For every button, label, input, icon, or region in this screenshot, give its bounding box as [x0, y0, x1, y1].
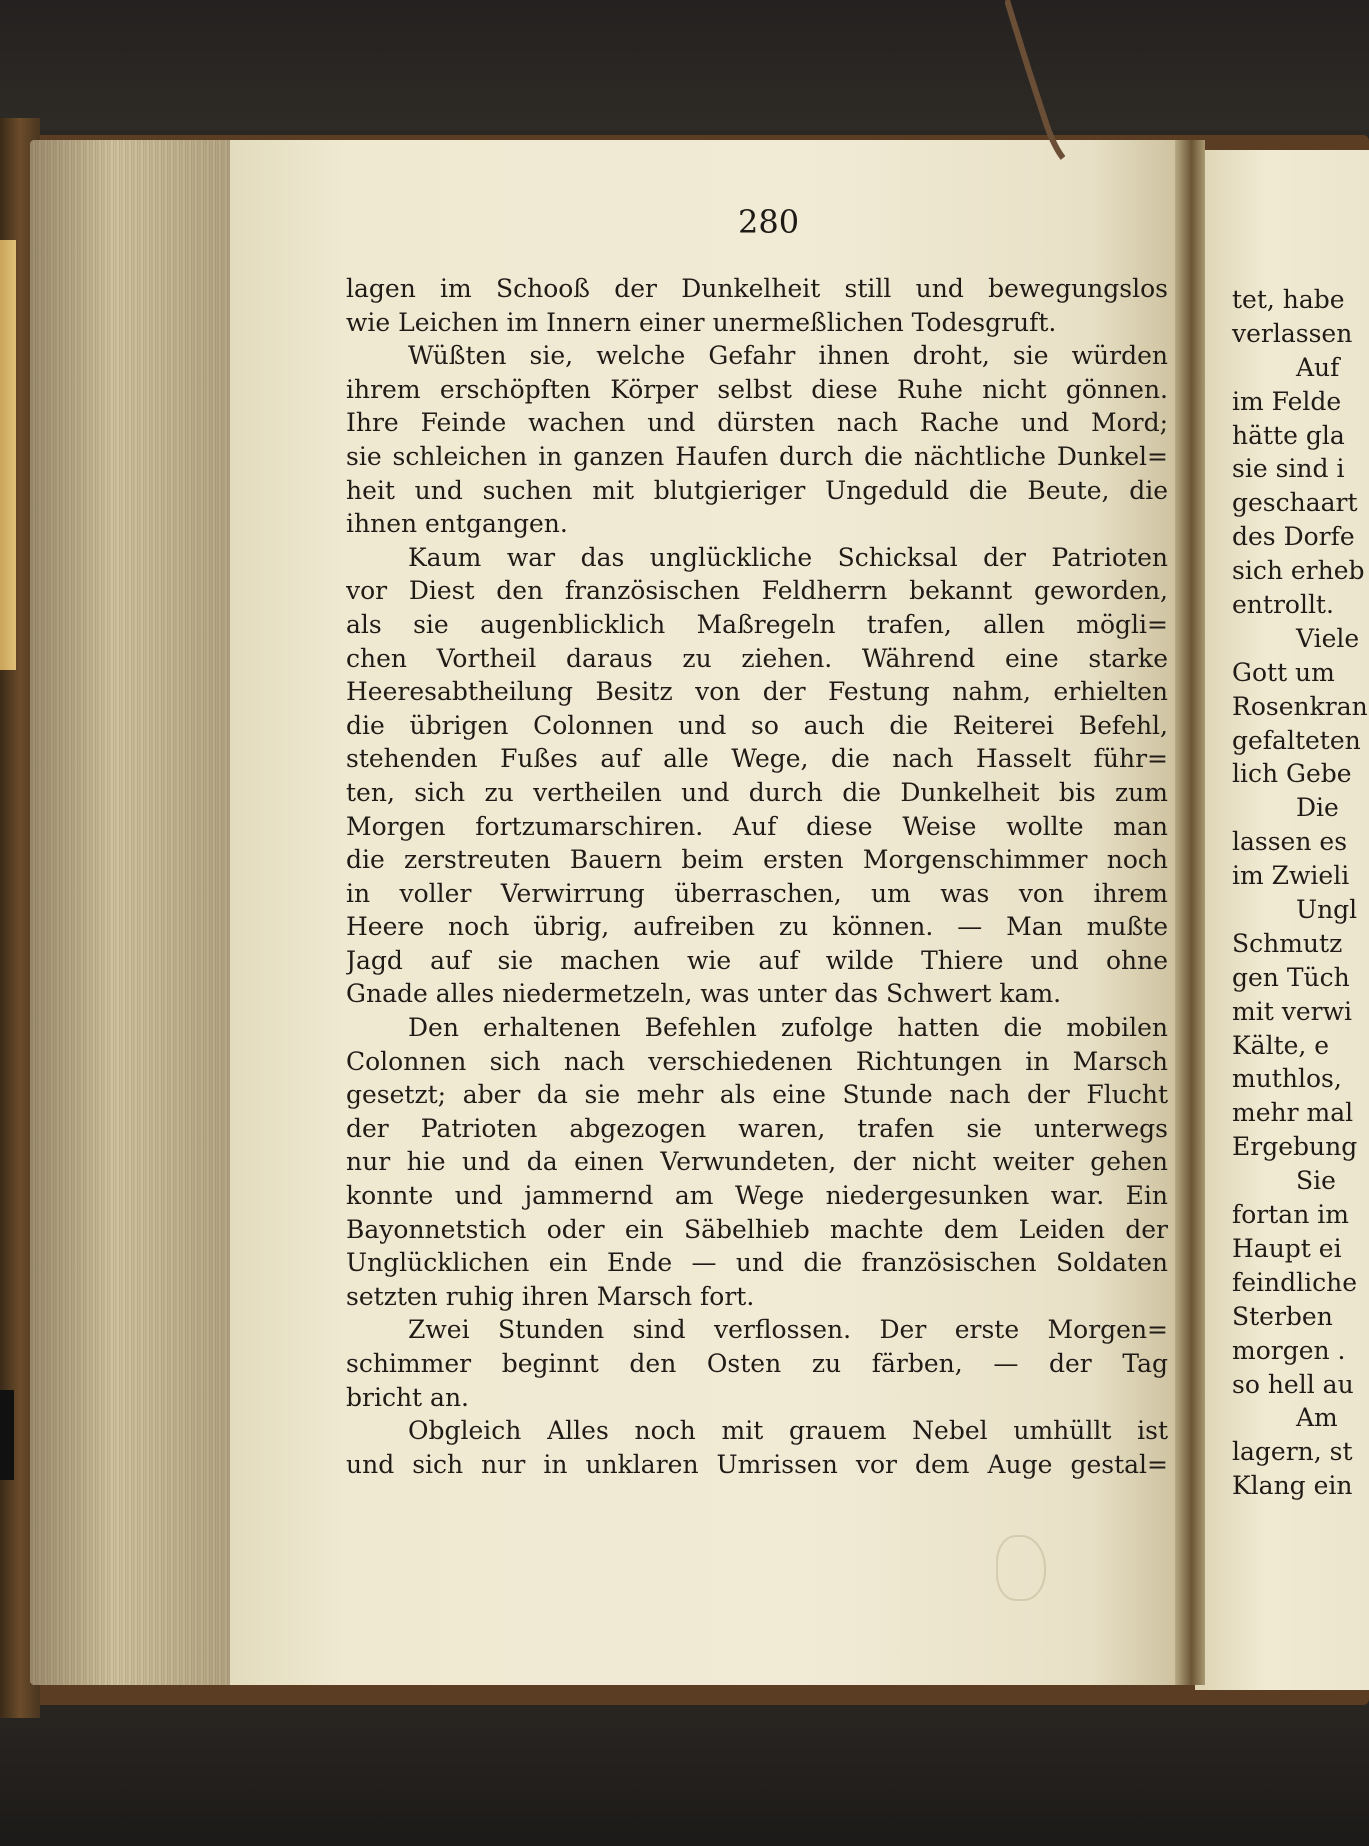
text-line: Ergebung	[1232, 1132, 1358, 1162]
text-line: Jagd auf sie machen wie auf wilde Thiere und ohne	[346, 945, 1168, 975]
text-line: lich Gebe	[1232, 759, 1352, 789]
text-line: nur hie und da einen Verwundeten, der nicht weiter gehen	[346, 1147, 1168, 1177]
book-gutter	[1175, 140, 1205, 1685]
text-line: im Felde	[1232, 386, 1342, 416]
text-line: Wüßten sie, welche Gefahr ihnen droht, sie würden	[408, 341, 1168, 371]
bookmark-ribbon	[1005, 0, 1065, 160]
text-line: Sterben	[1232, 1301, 1333, 1331]
text-line: verlassen	[1232, 318, 1353, 348]
text-line: lagern, st	[1232, 1437, 1353, 1467]
text-line: sich erheb	[1232, 556, 1365, 586]
right-page-text	[1232, 283, 1369, 1503]
text-line: in voller Verwirrung überraschen, um was von ihrem	[346, 878, 1168, 908]
text-line: Unglücklichen ein Ende — und die französischen Soldaten	[346, 1248, 1168, 1278]
text-line: Rosenkran	[1232, 691, 1368, 721]
text-line: gen Tüch	[1232, 962, 1350, 992]
page-edges-shade	[30, 140, 240, 1685]
text-line: Heere noch übrig, aufreiben zu können. — Man mußte	[346, 912, 1168, 942]
text-line: Den erhaltenen Befehlen zufolge hatten die mobilen	[408, 1013, 1168, 1043]
cover-dark-patch	[0, 1390, 14, 1480]
text-line: Viele	[1296, 623, 1360, 653]
text-line: die übrigen Colonnen und so auch die Reiterei Befehl,	[346, 710, 1168, 740]
text-line: mit verwi	[1232, 996, 1352, 1026]
background-bottom	[0, 1700, 1369, 1846]
text-line: konnte und jammernd am Wege niedergesunken war. Ein	[346, 1181, 1168, 1211]
text-line: Ihre Feinde wachen und dürsten nach Rache und Mord;	[346, 408, 1168, 438]
text-line: und sich nur in unklaren Umrissen vor dem Auge gestal=	[346, 1449, 1168, 1479]
text-line: im Zwieli	[1232, 861, 1350, 891]
text-line: Obgleich Alles noch mit grauem Nebel umhüllt ist	[408, 1416, 1168, 1446]
text-line: sie schleichen in ganzen Haufen durch die nächtliche Dunkel=	[346, 441, 1168, 471]
paper-stain	[996, 1535, 1046, 1601]
text-line: lassen es	[1232, 827, 1348, 857]
text-line: hätte gla	[1232, 420, 1345, 450]
text-line: Klang ein	[1232, 1471, 1353, 1501]
text-line: heit und suchen mit blutgieriger Ungeduld die Beute, die	[346, 475, 1168, 505]
text-line: Auf	[1296, 352, 1340, 382]
background-top	[0, 0, 1369, 130]
text-line: Morgen fortzumarschiren. Auf diese Weise wollte man	[346, 811, 1168, 841]
text-line: Ungl	[1296, 895, 1358, 925]
text-line: feindliche	[1232, 1267, 1358, 1297]
text-line: entrollt.	[1232, 590, 1334, 620]
text-line: Die	[1296, 793, 1339, 823]
text-line: gesetzt; aber da sie mehr als eine Stunde nach der Flucht	[346, 1080, 1168, 1110]
text-line: der Patrioten abgezogen waren, trafen sie unterwegs	[346, 1113, 1168, 1143]
text-line: so hell au	[1232, 1369, 1354, 1399]
text-line: ihrem erschöpften Körper selbst diese Ruhe nicht gönnen.	[346, 374, 1168, 404]
text-line: stehenden Fußes auf alle Wege, die nach Hasselt führ=	[346, 744, 1168, 774]
left-page-text	[346, 272, 1168, 1481]
text-line: Bayonnetstich oder ein Säbelhieb machte dem Leiden der	[346, 1214, 1168, 1244]
text-line: Sie	[1296, 1166, 1336, 1196]
text-line: mehr mal	[1232, 1098, 1354, 1128]
text-line: tet, habe	[1232, 285, 1345, 314]
text-line: Colonnen sich nach verschiedenen Richtungen in Marsch	[346, 1046, 1168, 1076]
page-number: 280	[738, 203, 800, 241]
text-line: wie Leichen im Innern einer unermeßlichen Todesgruft.	[346, 307, 1057, 337]
text-line: Schmutz	[1232, 928, 1343, 958]
text-line: ihnen entgangen.	[346, 509, 568, 539]
text-line: fortan im	[1232, 1200, 1349, 1230]
text-line: Gnade alles niedermetzeln, was unter das Schwert kam.	[346, 979, 1062, 1009]
text-line: gefalteten	[1232, 725, 1361, 755]
text-line: Kälte, e	[1232, 1030, 1330, 1060]
text-line: Zwei Stunden sind verflossen. Der erste Morgen=	[408, 1315, 1168, 1345]
text-line: Am	[1296, 1403, 1338, 1433]
text-line: setzten ruhig ihren Marsch fort.	[346, 1281, 755, 1311]
text-line: lagen im Schooß der Dunkelheit still und bewegungslos	[346, 274, 1168, 303]
cover-wear-spot	[0, 240, 16, 670]
text-line: vor Diest den französischen Feldherrn bekannt geworden,	[346, 576, 1168, 606]
text-line: Kaum war das unglückliche Schicksal der Patrioten	[408, 542, 1168, 572]
text-line: muthlos,	[1232, 1064, 1342, 1094]
text-line: schimmer beginnt den Osten zu färben, — der Tag	[346, 1349, 1168, 1378]
text-line: Gott um	[1232, 657, 1335, 687]
text-line: bricht an.	[346, 1382, 469, 1412]
text-line: chen Vortheil daraus zu ziehen. Während eine starke	[346, 643, 1168, 673]
text-line: sie sind i	[1232, 454, 1345, 484]
text-line: geschaart	[1232, 488, 1358, 518]
text-line: Haupt ei	[1232, 1233, 1342, 1263]
text-line: die zerstreuten Bauern beim ersten Morgenschimmer noch	[346, 845, 1168, 875]
text-line: Heeresabtheilung Besitz von der Festung nahm, erhielten	[346, 677, 1168, 707]
text-line: morgen .	[1232, 1335, 1346, 1365]
text-line: ten, sich zu vertheilen und durch die Dunkelheit bis zum	[346, 777, 1168, 807]
text-line: als sie augenblicklich Maßregeln trafen, allen mögli=	[346, 609, 1168, 639]
text-line: des Dorfe	[1232, 522, 1355, 552]
